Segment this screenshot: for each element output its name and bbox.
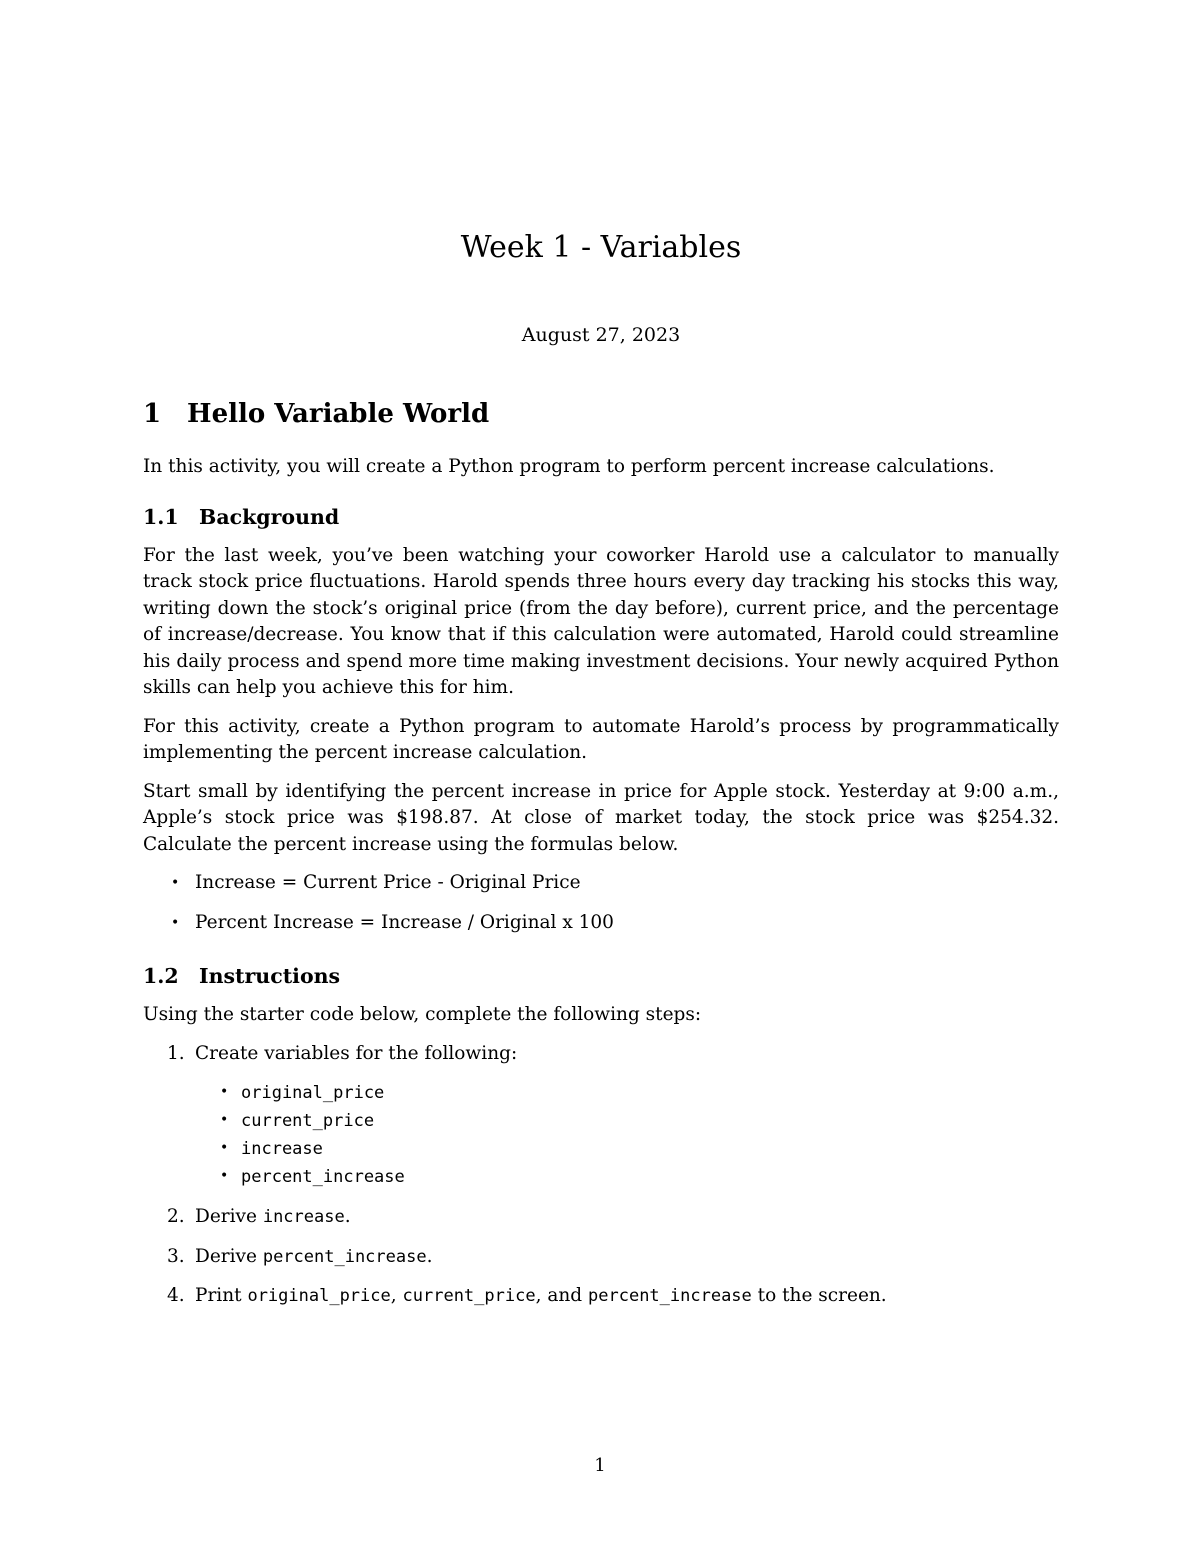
variable-item — [195, 1107, 1059, 1135]
formula-list — [143, 870, 1059, 936]
step-number: 1. — [167, 1042, 185, 1064]
subsection-heading-instructions — [143, 962, 1059, 990]
step-item — [143, 1283, 1059, 1310]
step-code: percent_increase — [262, 1246, 427, 1267]
background-paragraph: For this activity, create a Python program to automate Harold’s process by programmatically implementing the percent increase calculation. — [143, 715, 1059, 763]
step-text: Derive — [195, 1206, 263, 1227]
variable-item — [195, 1135, 1059, 1163]
instructions-intro: Using the starter code below, complete the following steps: — [143, 1004, 702, 1025]
variable-name: original_price — [241, 1083, 385, 1103]
variable-name: current_price — [241, 1111, 375, 1131]
variable-name: increase — [241, 1139, 323, 1159]
variable-item — [195, 1079, 1059, 1107]
step-text: . — [344, 1206, 351, 1227]
step-text: . — [426, 1245, 433, 1267]
background-paragraph: Start small by identifying the percent increase in price for Apple stock. Yesterday at 9:00 a.m., Apple’s stock price was $198.87. At close of market today, the stock price was $254.32. Calculate the percent increase using the formulas below. — [143, 780, 1059, 855]
background-paragraph: For the last week, you’ve been watching your coworker Harold use a calculator to manually track stock price fluctuations. Harold spends three hours every day tracking his stocks this way, writing down the stock’s original price (from the day before), current price, and the percentage of increase/decrease. You know that if this calculation were automated, Harold could streamline his daily process and spend more time making investment decisions. Your newly acquired Python skills can help you achieve this for him. — [143, 544, 1059, 698]
formula-item: • Increase = Current Price - Original Price — [143, 870, 1059, 897]
subsection-title: Background — [199, 504, 340, 529]
section-title: Hello Variable World — [187, 399, 490, 429]
step-text: Create variables for the following: — [195, 1042, 518, 1064]
section-number: 1 — [143, 399, 162, 429]
step-item — [143, 1244, 1059, 1271]
step-text: , — [390, 1285, 403, 1306]
step-code: original_price — [247, 1286, 391, 1306]
document-page — [143, 0, 1059, 1553]
section-heading-hello-variable-world — [143, 396, 1059, 432]
document-title: Week 1 - Variables — [460, 230, 742, 265]
formula-item: • Percent Increase = Increase / Original x 100 — [143, 910, 1059, 937]
step-code: current_price — [402, 1286, 536, 1306]
subsection-title: Instructions — [199, 964, 341, 988]
step-text: Print — [195, 1285, 248, 1306]
step-number: 2. — [167, 1206, 185, 1227]
steps-list — [143, 1041, 1059, 1310]
document-body — [143, 396, 1059, 1323]
variable-name: percent_increase — [241, 1167, 405, 1187]
subsection-heading-background — [143, 503, 1059, 531]
step-number: 4. — [167, 1285, 185, 1306]
step-code: increase — [262, 1207, 345, 1227]
step-number: 3. — [167, 1245, 185, 1267]
subsection-number: 1.1 — [143, 504, 179, 529]
subsection-number: 1.2 — [143, 964, 179, 988]
step-text: to the screen. — [751, 1285, 887, 1306]
variable-item — [195, 1163, 1059, 1191]
variable-list — [195, 1079, 1059, 1191]
page-number: 1 — [594, 1455, 606, 1476]
step-text: Derive — [195, 1245, 263, 1267]
step-code: percent_increase — [588, 1286, 752, 1306]
step-text: , and — [535, 1285, 589, 1306]
section-intro: In this activity, you will create a Python program to perform percent increase calculations. — [143, 456, 995, 477]
document-date: August 27, 2023 — [521, 324, 681, 346]
step-item — [143, 1204, 1059, 1231]
step-item — [143, 1041, 1059, 1192]
